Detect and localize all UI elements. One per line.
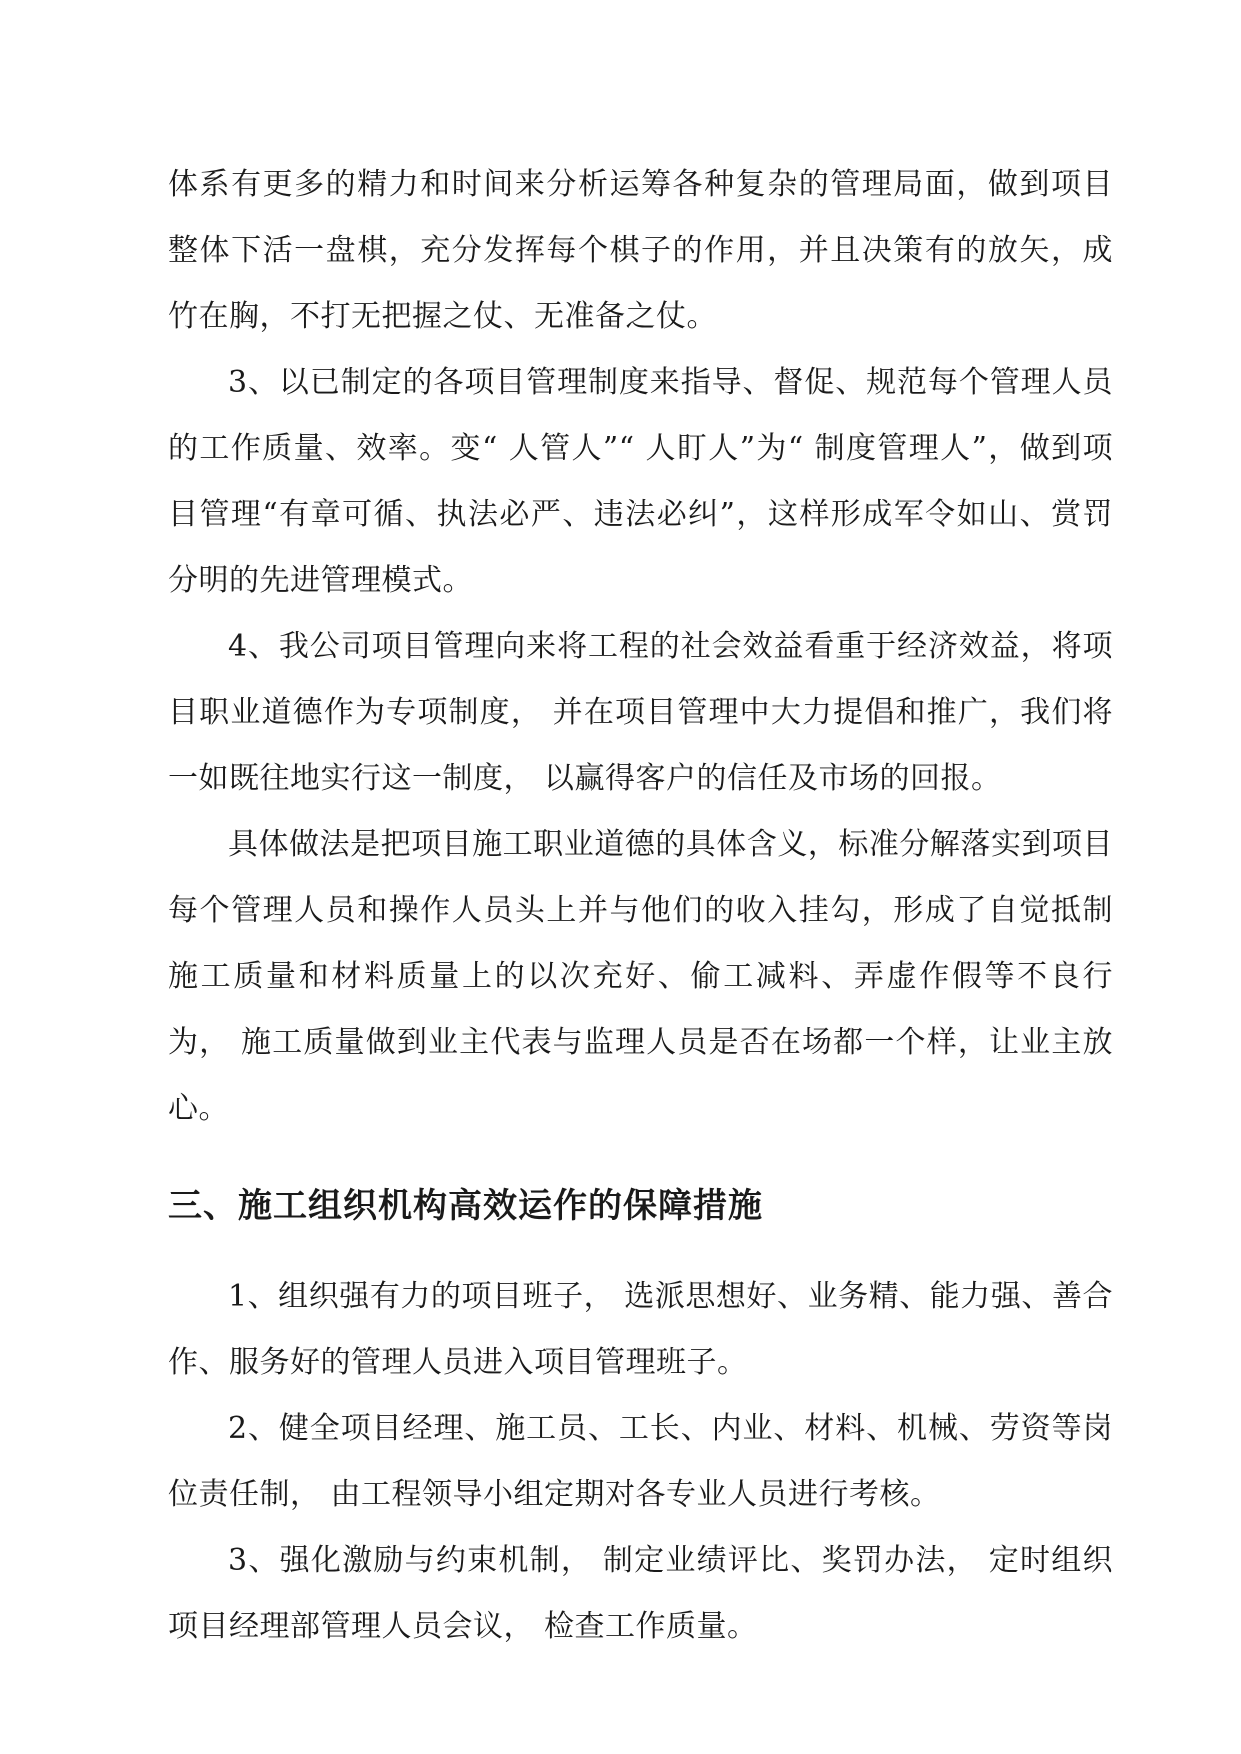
paragraph-measure-3: 3、强化激励与约束机制， 制定业绩评比、奖罚办法， 定时组织项目经理部管理人员会议， 检查工作质量。: [168, 1543, 1113, 1644]
document-body: [168, 152, 1113, 1660]
paragraph-specific-method: 具体做法是把项目施工职业道德的具体含义，标准分解落实到项目每个管理人员和操作人员头上并与他们的收入挂勾，形成了自觉抵制施工质量和材料质量上的以次充好、偷工减料、弄虚作假等不良行为， 施工质量做到业主代表与监理人员是否在场都一个样，让业主放心。: [168, 827, 1113, 1126]
paragraph-item-3: 3、以已制定的各项目管理制度来指导、督促、规范每个管理人员的工作质量、效率。变“ 人管人”“ 人盯人”为“ 制度管理人”，做到项目管理“有章可循、执法必严、违法必纠”，这样形成军令如山、赏罚分明的先进管理模式。: [168, 365, 1113, 598]
paragraph-measure-2: 2、健全项目经理、施工员、工长、内业、材料、机械、劳资等岗位责任制， 由工程领导小组定期对各专业人员进行考核。: [168, 1411, 1113, 1512]
paragraph-continuation: 体系有更多的精力和时间来分析运筹各种复杂的管理局面，做到项目整体下活一盘棋，充分发挥每个棋子的作用，并且决策有的放矢，成竹在胸，不打无把握之仗、无准备之仗。: [168, 167, 1113, 334]
paragraph-item-4: 4、我公司项目管理向来将工程的社会效益看重于经济效益，将项目职业道德作为专项制度， 并在项目管理中大力提倡和推广，我们将一如既往地实行这一制度， 以赢得客户的信任及市场的回报。: [168, 629, 1113, 796]
paragraph-measure-1: 1、组织强有力的项目班子， 选派思想好、业务精、能力强、善合作、服务好的管理人员进入项目管理班子。: [168, 1279, 1113, 1380]
section-heading: 三、施工组织机构高效运作的保障措施: [168, 1186, 763, 1226]
